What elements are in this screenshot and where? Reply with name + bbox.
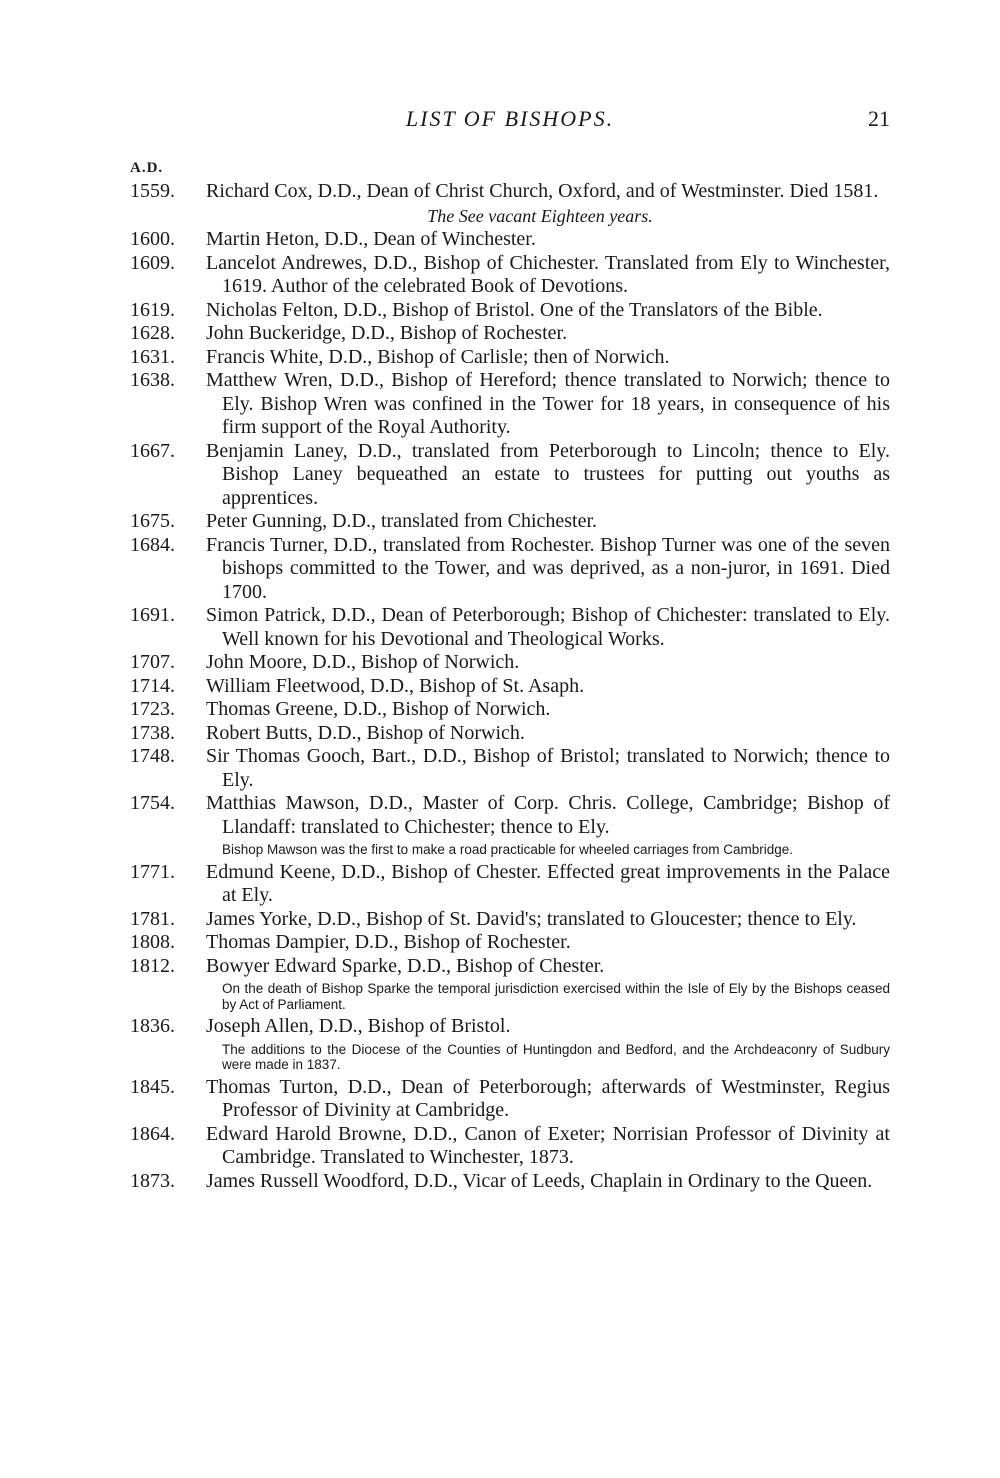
era-label: A.D. — [130, 160, 164, 176]
entry-year: 1873. — [130, 1169, 175, 1192]
entry-text: Francis Turner, D.D., translated from Rochester. Bishop Turner was one of the seven bishops committed to the Tower, and was deprived, as a non-juror, in 1691. Died 1700. — [206, 533, 890, 603]
entry-text: Joseph Allen, D.D., Bishop of Bristol. — [206, 1015, 511, 1037]
running-title: LIST OF BISHOPS. — [405, 106, 615, 131]
entry-text: Matthias Mawson, D.D., Master of Corp. Chris. College, Cambridge; Bishop of Llandaff: translated to Chichester; thence to Ely. — [206, 792, 890, 838]
list-item — [130, 651, 890, 675]
entry-year: 1864. — [130, 1122, 175, 1145]
entry-year: 1707. — [130, 651, 175, 673]
entry-year: 1808. — [130, 931, 175, 953]
list-item — [130, 1076, 890, 1123]
page-number: 21 — [868, 106, 890, 131]
entry-text: Sir Thomas Gooch, Bart., D.D., Bishop of Bristol; translated to Norwich; thence to Ely. — [206, 745, 890, 791]
list-item — [130, 534, 890, 605]
entry-text: Edward Harold Browne, D.D., Canon of Exeter; Norrisian Professor of Divinity at Cambridge. Translated to Winchester, 1873. — [206, 1122, 890, 1168]
entry-year: 1667. — [130, 439, 175, 462]
entry-text: James Russell Woodford, D.D., Vicar of Leeds, Chaplain in Ordinary to the Queen. — [206, 1169, 873, 1192]
list-item — [130, 745, 890, 792]
list-item — [130, 369, 890, 440]
list-item — [130, 228, 890, 252]
entry-text: Martin Heton, D.D., Dean of Winchester. — [206, 228, 536, 250]
entry-year: 1771. — [130, 860, 175, 883]
entry-year: 1628. — [130, 322, 175, 344]
list-item — [130, 861, 890, 908]
list-item — [130, 604, 890, 651]
entry-text: Richard Cox, D.D., Dean of Christ Church, Oxford, and of Westminster. Died 1581. — [206, 180, 879, 202]
list-item — [130, 252, 890, 299]
entry-year: 1836. — [130, 1015, 175, 1037]
entry-note: On the death of Bishop Sparke the temporal jurisdiction exercised within the Isle of Ely by the Bishops ceased by Act of Parliament. — [222, 981, 890, 1012]
entry-year: 1631. — [130, 345, 175, 368]
entry-text: John Moore, D.D., Bishop of Norwich. — [206, 651, 520, 673]
list-item — [130, 955, 890, 1013]
entry-note: Bishop Mawson was the first to make a road practicable for wheeled carriages from Cambridge. — [222, 842, 794, 857]
entry-year: 1619. — [130, 298, 175, 321]
list-item — [130, 722, 890, 746]
list-item — [130, 698, 890, 722]
list-item — [130, 440, 890, 511]
list-item — [130, 510, 890, 534]
entry-note: The additions to the Diocese of the Counties of Huntingdon and Bedford, and the Archdeaconry of Sudbury were made in 1837. — [222, 1041, 890, 1072]
list-item — [130, 299, 890, 323]
entry-year: 1723. — [130, 698, 175, 720]
entry-text: Thomas Greene, D.D., Bishop of Norwich. — [206, 698, 551, 720]
entry-text: Bowyer Edward Sparke, D.D., Bishop of Chester. — [206, 954, 605, 977]
list-item — [130, 322, 890, 346]
entry-year: 1738. — [130, 721, 175, 744]
entry-year: 1559. — [130, 180, 175, 202]
entry-year: 1684. — [130, 533, 175, 556]
entry-year: 1812. — [130, 954, 175, 977]
list-item — [130, 1170, 890, 1194]
list-item — [130, 1123, 890, 1170]
entry-text: John Buckeridge, D.D., Bishop of Rochester. — [206, 322, 568, 344]
entry-text: Nicholas Felton, D.D., Bishop of Bristol. One of the Translators of the Bible. — [206, 298, 823, 321]
entry-text: Matthew Wren, D.D., Bishop of Hereford; thence translated to Norwich; thence to Ely. Bishop Wren was confined in the Tower for 18 years, in consequence of his firm support of the Royal Authority. — [206, 369, 890, 438]
entry-year: 1638. — [130, 369, 175, 391]
entry-text: Peter Gunning, D.D., translated from Chichester. — [206, 510, 598, 532]
entry-year: 1691. — [130, 604, 175, 626]
entry-text: Thomas Turton, D.D., Dean of Peterborough; afterwards of Westminster, Regius Professor of Divinity at Cambridge. — [206, 1075, 890, 1121]
bishops-list — [130, 180, 890, 1193]
entry-year: 1609. — [130, 251, 175, 274]
entry-text: Thomas Dampier, D.D., Bishop of Rochester. — [206, 931, 571, 953]
entry-text: William Fleetwood, D.D., Bishop of St. Asaph. — [206, 674, 585, 697]
entry-year: 1748. — [130, 745, 175, 767]
entry-text: James Yorke, D.D., Bishop of St. David's; translated to Gloucester; thence to Ely. — [206, 907, 857, 930]
list-item — [130, 908, 890, 932]
list-item — [130, 1015, 890, 1073]
entry-year: 1781. — [130, 907, 175, 930]
entry-text: Robert Butts, D.D., Bishop of Norwich. — [206, 721, 525, 744]
list-item — [130, 675, 890, 699]
entry-text: Simon Patrick, D.D., Dean of Peterborough; Bishop of Chichester: translated to Ely. Well known for his Devotional and Theological Works. — [206, 604, 890, 650]
list-item — [130, 931, 890, 955]
list-item — [130, 180, 890, 204]
entry-text: Francis White, D.D., Bishop of Carlisle; then of Norwich. — [206, 345, 670, 368]
entry-year: 1714. — [130, 674, 175, 697]
list-item — [130, 346, 890, 370]
list-item — [130, 792, 890, 858]
entry-year: 1675. — [130, 510, 175, 532]
entry-year: 1845. — [130, 1075, 175, 1098]
entry-text: Lancelot Andrewes, D.D., Bishop of Chichester. Translated from Ely to Winchester, 1619. Author of the celebrated Book of Devotions. — [206, 251, 890, 297]
entry-year: 1600. — [130, 228, 175, 250]
entry-text: Benjamin Laney, D.D., translated from Peterborough to Lincoln; thence to Ely. Bishop Laney bequeathed an estate to trustees for putting out youths as apprentices. — [206, 439, 890, 509]
entry-text: Edmund Keene, D.D., Bishop of Chester. Effected great improvements in the Palace at Ely. — [206, 860, 890, 906]
entry-year: 1754. — [130, 792, 175, 814]
page-header — [130, 104, 890, 138]
vacancy-note: The See vacant Eighteen years. — [427, 205, 653, 226]
